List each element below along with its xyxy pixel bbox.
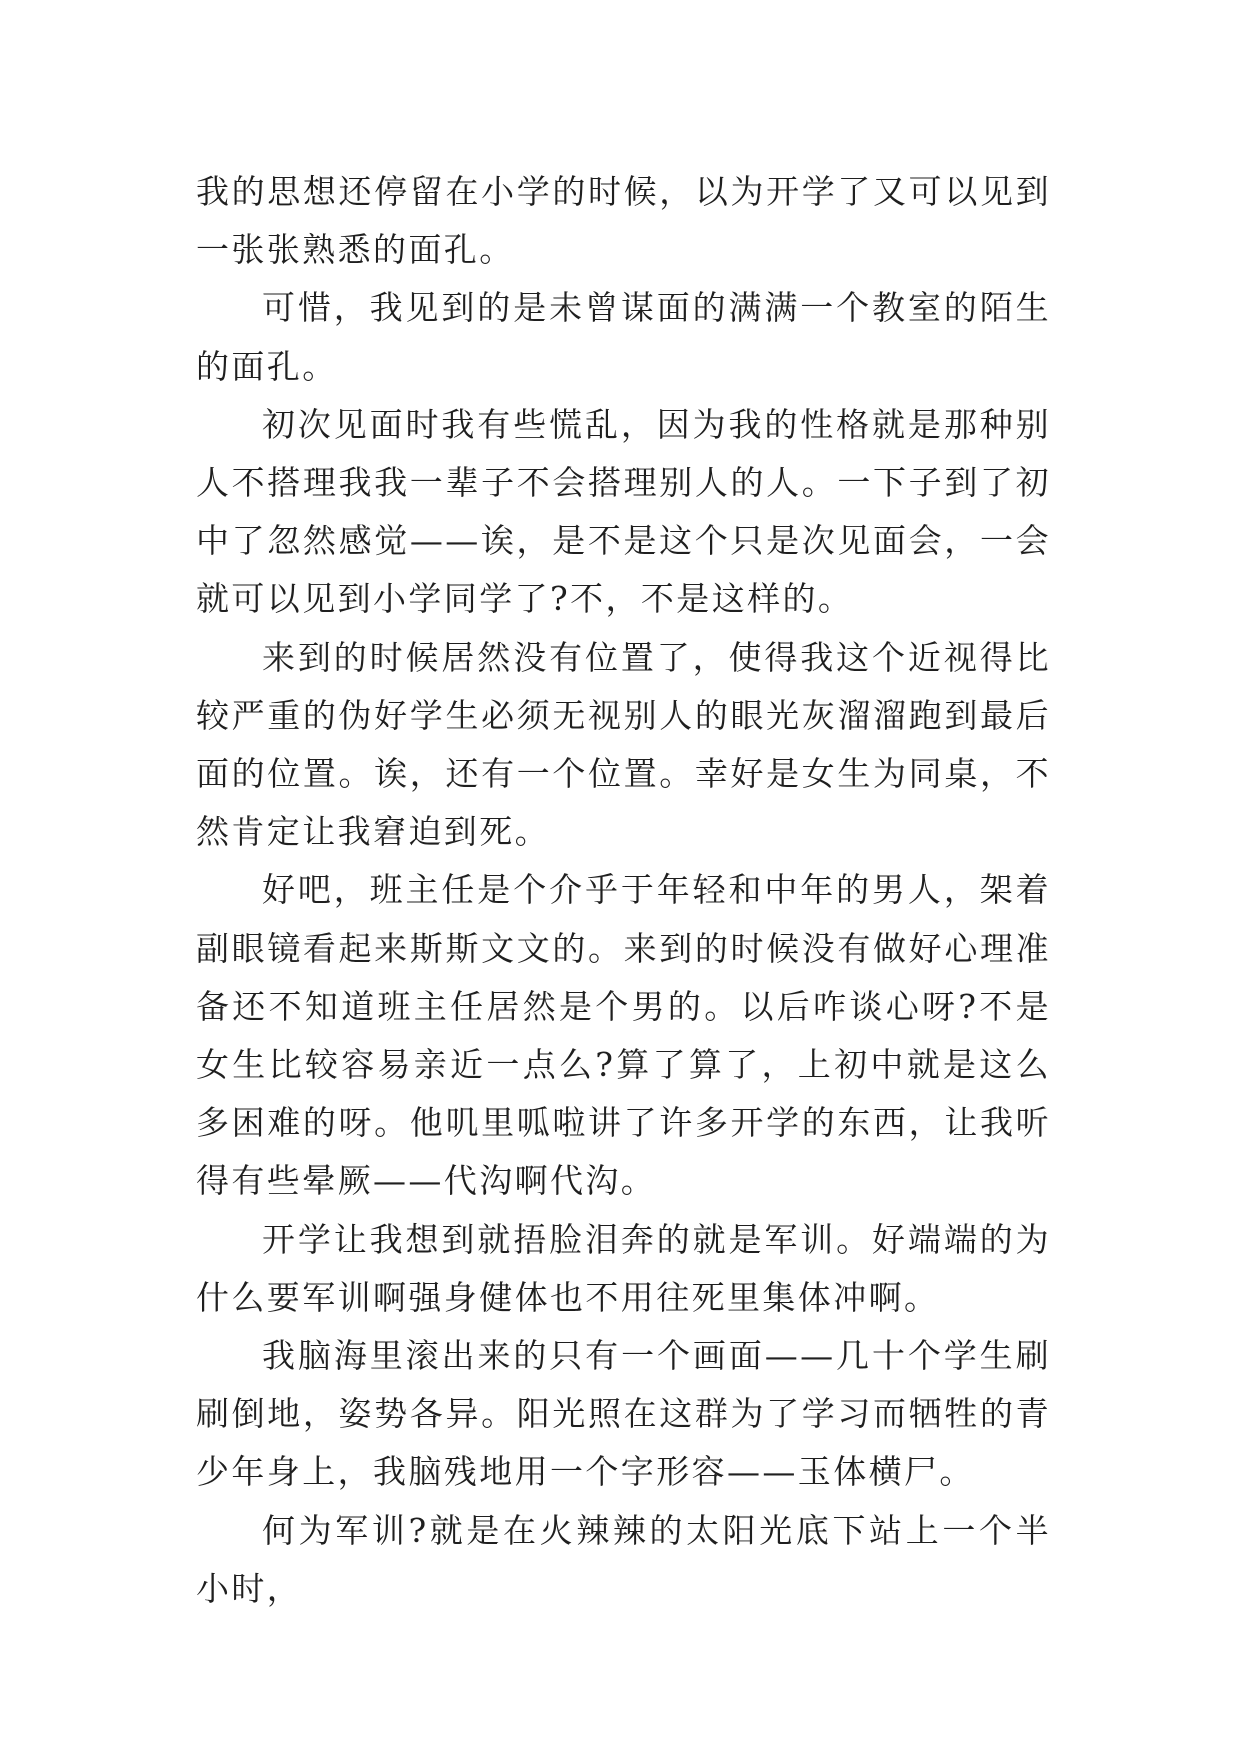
paragraph-7: 我脑海里滚出来的只有一个画面——几十个学生刷刷倒地，姿势各异。阳光照在这群为了学习而牺牲的青少年身上，我脑残地用一个字形容——玉体横尸。 [196, 1336, 1051, 1492]
paragraph-8: 何为军训?就是在火辣辣的太阳光底下站上一个半小时， [196, 1510, 1051, 1608]
paragraph-3: 初次见面时我有些慌乱，因为我的性格就是那种别人不搭理我我一辈子不会搭理别人的人。一下子到了初中了忽然感觉——诶，是不是这个只是次见面会，一会就可以见到小学同学了?不，不是这样的。 [196, 404, 1051, 619]
document-body [196, 163, 1051, 1618]
paragraph-5: 好吧，班主任是个介乎于年轻和中年的男人，架着副眼镜看起来斯斯文文的。来到的时候没有做好心理准备还不知道班主任居然是个男的。以后咋谈心呀?不是女生比较容易亲近一点么?算了算了，上初中就是这么多困难的呀。他叽里呱啦讲了许多开学的东西，让我听得有些晕厥——代沟啊代沟。 [196, 870, 1051, 1201]
paragraph-4: 来到的时候居然没有位置了，使得我这个近视得比较严重的伪好学生必须无视别人的眼光灰溜溜跑到最后面的位置。诶，还有一个位置。幸好是女生为同桌，不然肯定让我窘迫到死。 [196, 637, 1051, 852]
paragraph-2: 可惜，我见到的是未曾谋面的满满一个教室的陌生的面孔。 [196, 288, 1051, 386]
paragraph-1: 我的思想还停留在小学的时候，以为开学了又可以见到一张张熟悉的面孔。 [196, 172, 1051, 270]
paragraph-6: 开学让我想到就捂脸泪奔的就是军训。好端端的为什么要军训啊强身健体也不用往死里集体冲啊。 [196, 1219, 1051, 1317]
